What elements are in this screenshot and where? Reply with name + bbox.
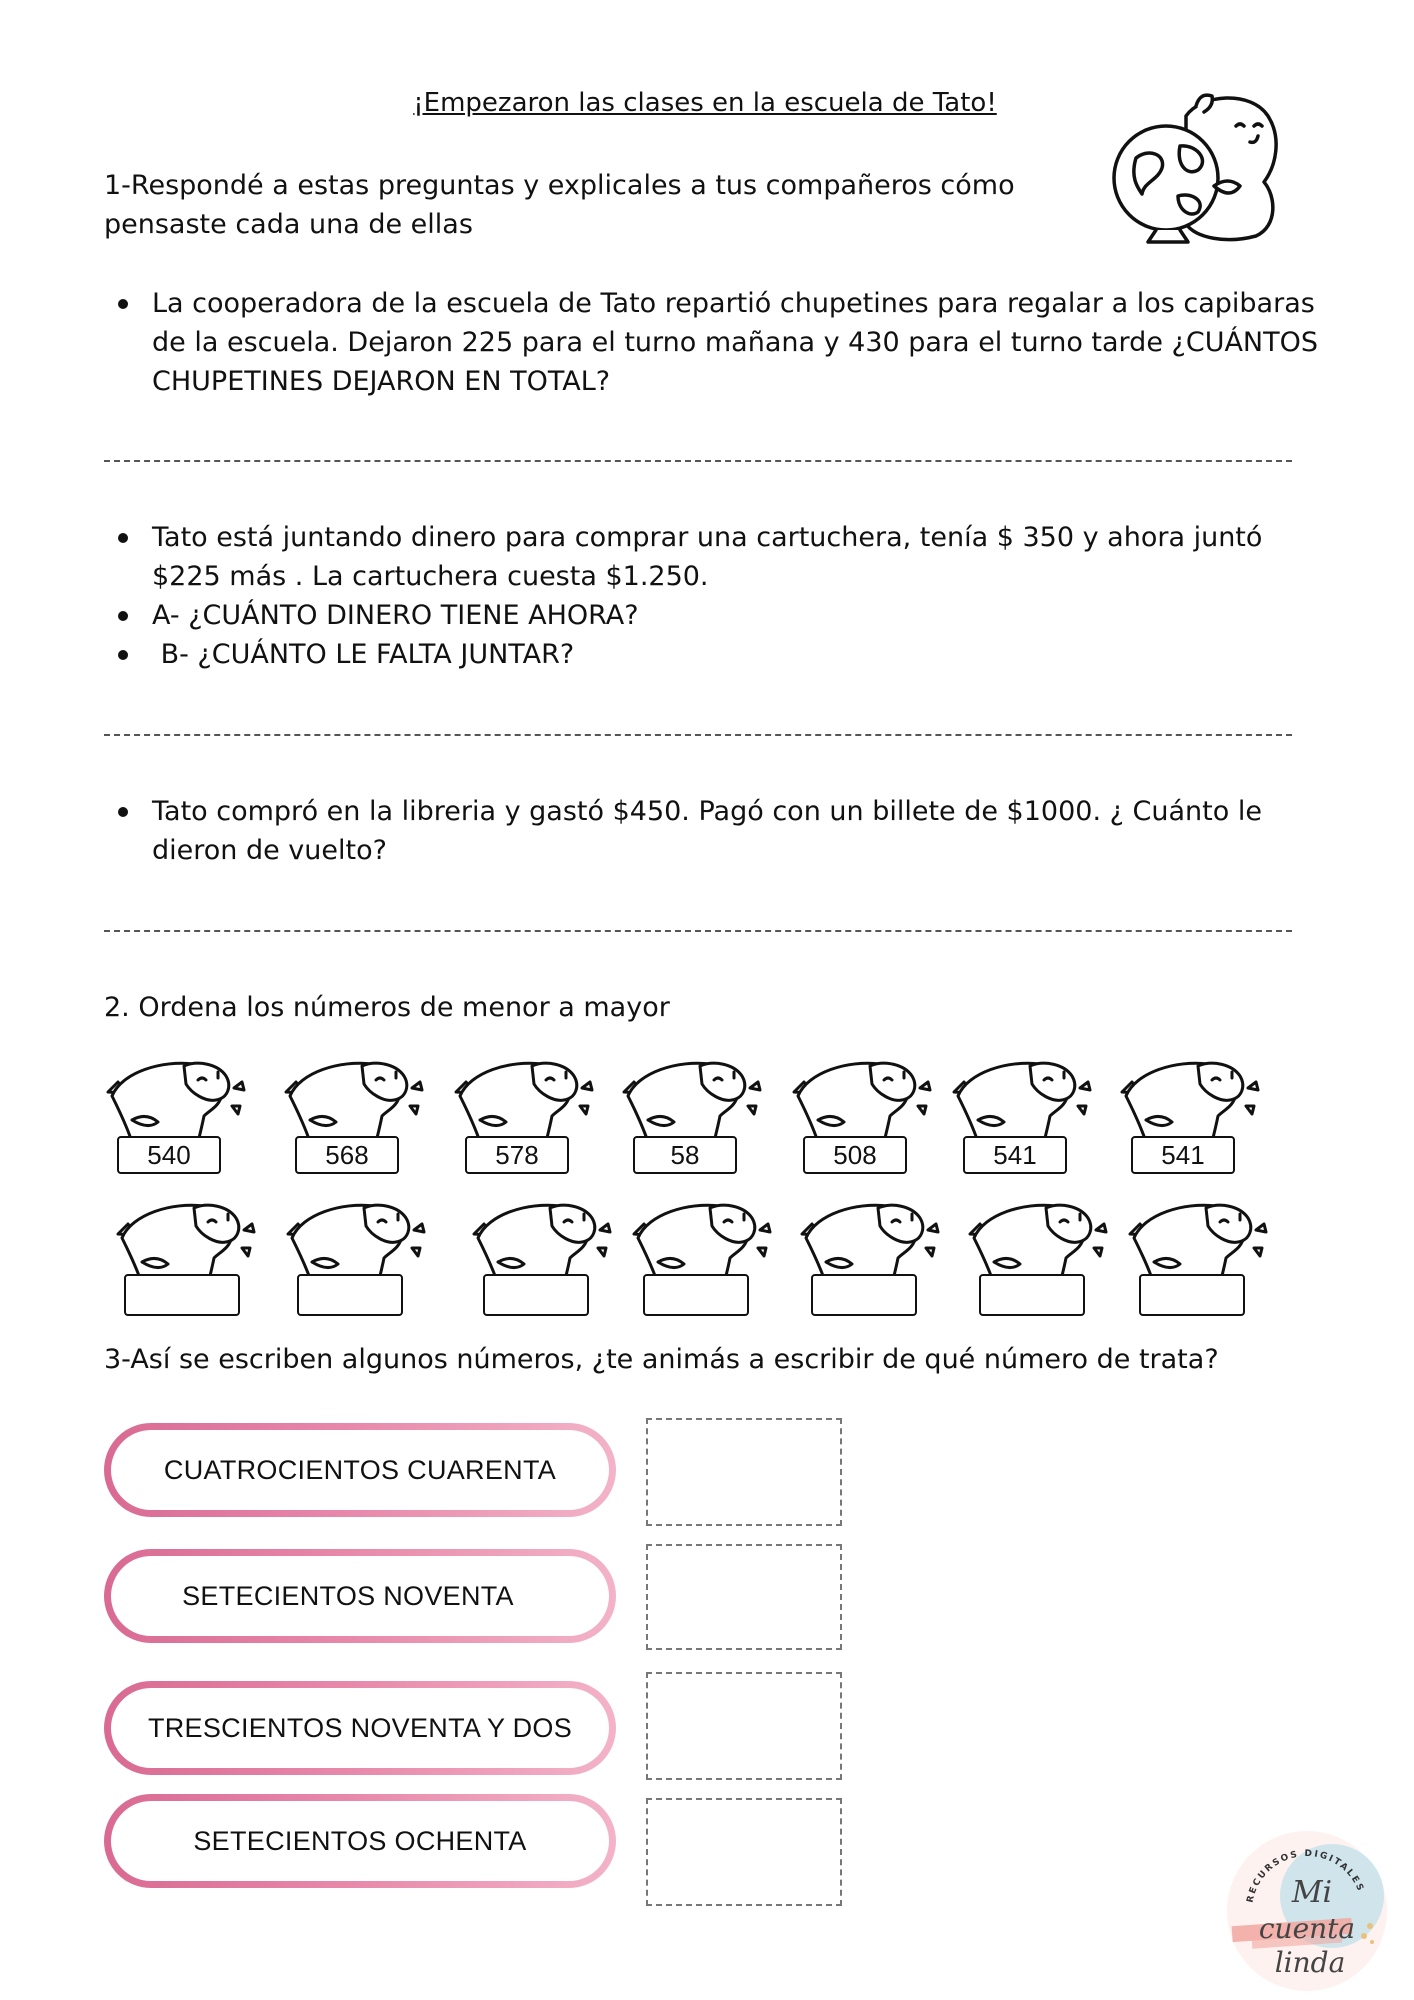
- empty-answer-box[interactable]: [643, 1274, 749, 1316]
- section1-intro: [104, 166, 1015, 244]
- capybara-card: [92, 1050, 252, 1180]
- number-word-text: SETECIENTOS OCHENTA: [111, 1801, 609, 1881]
- number-box: 541: [963, 1136, 1067, 1174]
- q1-line-3: CHUPETINES DEJARON EN TOTAL?: [152, 366, 611, 397]
- number-answer-box[interactable]: [646, 1418, 842, 1526]
- q2-line-2: $225 más . La cartuchera cuesta $1.250.: [152, 561, 709, 592]
- answer-line-3[interactable]: [104, 930, 1292, 932]
- capybara-card: [938, 1050, 1098, 1180]
- number-answer-box[interactable]: [646, 1672, 842, 1780]
- q1-line-1: La cooperadora de la escuela de Tato repartió chupetines para regalar a los capibaras: [152, 288, 1315, 319]
- section2-heading: 2. Ordena los números de menor a mayor: [104, 992, 670, 1023]
- number-box: 541: [1131, 1136, 1235, 1174]
- empty-answer-box[interactable]: [124, 1274, 240, 1316]
- answers-row: [102, 1192, 1302, 1332]
- question-2: [104, 518, 1344, 674]
- number-word-pill: [104, 1549, 616, 1643]
- capybara-card: [458, 1192, 618, 1322]
- logo: [1222, 1826, 1392, 1996]
- question-3: [104, 792, 1344, 870]
- empty-answer-box[interactable]: [1139, 1274, 1245, 1316]
- capybara-card: [102, 1192, 262, 1322]
- number-word-text: CUATROCIENTOS CUARENTA: [111, 1430, 609, 1510]
- number-box: 508: [803, 1136, 907, 1174]
- question-2a: [104, 596, 1344, 635]
- number-word-text: TRESCIENTOS NOVENTA Y DOS: [111, 1688, 609, 1768]
- number-word-pill: [104, 1681, 616, 1775]
- svg-text:Mi: Mi: [1291, 1875, 1333, 1910]
- q3-line-1: Tato compró en la libreria y gastó $450. Pagó con un billete de $1000. ¿ Cuánto le: [152, 796, 1262, 827]
- empty-answer-box[interactable]: [483, 1274, 589, 1316]
- question-3-text: [104, 792, 1344, 870]
- svg-text:RECURSOS DIGITALES: RECURSOS DIGITALES: [1245, 1848, 1366, 1904]
- number-box: 568: [295, 1136, 399, 1174]
- capybara-card: [786, 1192, 946, 1322]
- number-answer-box[interactable]: [646, 1798, 842, 1906]
- question-2b: [104, 635, 1344, 674]
- q1-line-2: de la escuela. Dejaron 225 para el turno mañana y 430 para el turno tarde ¿CUÁNTOS: [152, 327, 1319, 358]
- section3-heading: 3-Así se escriben algunos números, ¿te animás a escribir de qué número de trata?: [104, 1344, 1219, 1375]
- question-2-text: [104, 518, 1344, 596]
- empty-answer-box[interactable]: [297, 1274, 403, 1316]
- capybara-card: [272, 1192, 432, 1322]
- number-word-pill: [104, 1794, 616, 1888]
- capybara-card: [440, 1050, 600, 1180]
- capybara-card: [1106, 1050, 1266, 1180]
- q3-line-2: dieron de vuelto?: [152, 835, 387, 866]
- empty-answer-box[interactable]: [811, 1274, 917, 1316]
- number-box: 58: [633, 1136, 737, 1174]
- capybara-card: [608, 1050, 768, 1180]
- intro-line-2: pensaste cada una de ellas: [104, 209, 473, 240]
- question-1-text: [104, 284, 1344, 401]
- number-word-text: SETECIENTOS NOVENTA: [111, 1556, 609, 1636]
- number-word-pill: [104, 1423, 616, 1517]
- capybara-card: [1114, 1192, 1274, 1322]
- page-title: ¡Empezaron las clases en la escuela de Tato!: [413, 88, 997, 118]
- number-box: 540: [117, 1136, 221, 1174]
- q2-line-1: Tato está juntando dinero para comprar una cartuchera, tenía $ 350 y ahora juntó: [152, 522, 1263, 553]
- answer-line-1[interactable]: [104, 460, 1292, 462]
- numbers-row: [92, 1050, 1292, 1180]
- svg-text:linda: linda: [1274, 1946, 1346, 1979]
- q2-a-text: A- ¿CUÁNTO DINERO TIENE AHORA?: [152, 600, 639, 631]
- question-1: [104, 284, 1344, 401]
- logo-badge: [1222, 1826, 1392, 1996]
- number-box: 578: [465, 1136, 569, 1174]
- q2-b-text: B- ¿CUÁNTO LE FALTA JUNTAR?: [152, 639, 575, 670]
- capybara-with-globe-icon: [1086, 86, 1286, 246]
- capybara-card: [778, 1050, 938, 1180]
- intro-line-1: 1-Respondé a estas preguntas y explicales a tus compañeros cómo: [104, 170, 1015, 201]
- capybara-card: [954, 1192, 1114, 1322]
- capybara-card: [270, 1050, 430, 1180]
- number-answer-box[interactable]: [646, 1544, 842, 1650]
- svg-text:cuenta: cuenta: [1258, 1912, 1356, 1945]
- answer-line-2[interactable]: [104, 734, 1292, 736]
- empty-answer-box[interactable]: [979, 1274, 1085, 1316]
- capybara-card: [618, 1192, 778, 1322]
